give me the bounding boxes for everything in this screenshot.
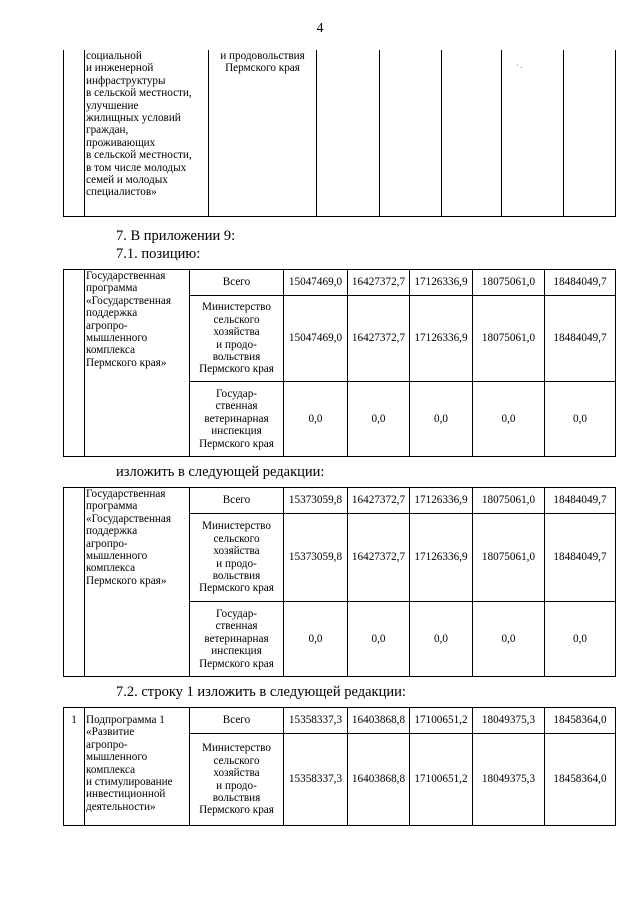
value-cell: 18075061,0 xyxy=(473,270,545,296)
executor-cell: Министерство сельского хозяйства и продо- вольствия Пермского края xyxy=(190,514,284,602)
page-number: 4 xyxy=(316,21,324,36)
stray-mark: · . xyxy=(516,61,523,70)
value-cell: 0,0 xyxy=(410,602,473,677)
paragraph-7-1: 7.1. позицию: xyxy=(116,246,201,262)
value-cell: 17126336,9 xyxy=(410,296,473,382)
value-cell: 0,0 xyxy=(473,602,545,677)
value-cell xyxy=(564,50,616,216)
value-cell: 15373059,8 xyxy=(284,488,348,514)
value-cell: 0,0 xyxy=(545,382,616,457)
value-cell: 18458364,0 xyxy=(545,734,616,826)
value-cell xyxy=(317,50,380,216)
executor-cell: Министерство сельского хозяйства и продо- вольствия Пермского края xyxy=(190,734,284,826)
value-cell: 16427372,7 xyxy=(348,488,410,514)
program-name-cell: Подпрограмма 1 «Развитие агропро- мышленного комплекса и стимулирование инвестиционной деятельности» xyxy=(85,708,190,826)
value-cell: 16427372,7 xyxy=(348,296,410,382)
table-old-position xyxy=(63,269,616,457)
executor-cell: Министерство сельского хозяйства и продо- вольствия Пермского края xyxy=(190,296,284,382)
value-cell: 16427372,7 xyxy=(348,270,410,296)
value-cell: 0,0 xyxy=(545,602,616,677)
executor-cell: Всего xyxy=(190,270,284,296)
table-new-position xyxy=(63,487,616,677)
row-number-cell: 1 xyxy=(64,708,85,826)
executor-cell: Государ- ственная ветеринарная инспекция Пермского края xyxy=(190,602,284,677)
value-cell: 15358337,3 xyxy=(284,708,348,734)
value-cell: 18075061,0 xyxy=(473,514,545,602)
value-cell xyxy=(502,50,564,216)
program-name-cell: Государственная программа «Государственная поддержка агропро- мышленного комплекса Пермского края» xyxy=(85,488,190,677)
value-cell: 0,0 xyxy=(348,602,410,677)
value-cell: 18458364,0 xyxy=(545,708,616,734)
value-cell: 16427372,7 xyxy=(348,514,410,602)
executor-cell: и продовольствия Пермского края xyxy=(209,50,317,216)
value-cell: 15047469,0 xyxy=(284,270,348,296)
value-cell xyxy=(442,50,502,216)
value-cell: 18075061,0 xyxy=(473,296,545,382)
executor-cell: Всего xyxy=(190,708,284,734)
value-cell: 15373059,8 xyxy=(284,514,348,602)
value-cell: 15358337,3 xyxy=(284,734,348,826)
value-cell: 18484049,7 xyxy=(545,488,616,514)
value-cell: 18484049,7 xyxy=(545,270,616,296)
value-cell: 17100651,2 xyxy=(410,734,473,826)
table-continuation xyxy=(63,50,616,217)
paragraph-new-edition: изложить в следующей редакции: xyxy=(116,464,325,480)
value-cell: 18484049,7 xyxy=(545,514,616,602)
value-cell: 0,0 xyxy=(284,602,348,677)
value-cell: 0,0 xyxy=(284,382,348,457)
program-name-cell: Государственная программа «Государственная поддержка агропро- мышленного комплекса Пермского края» xyxy=(85,270,190,457)
value-cell: 17100651,2 xyxy=(410,708,473,734)
value-cell: 0,0 xyxy=(473,382,545,457)
value-cell: 18075061,0 xyxy=(473,488,545,514)
executor-cell: Всего xyxy=(190,488,284,514)
value-cell: 17126336,9 xyxy=(410,270,473,296)
value-cell: 0,0 xyxy=(348,382,410,457)
value-cell: 18484049,7 xyxy=(545,296,616,382)
paragraph-7: 7. В приложении 9: xyxy=(116,228,236,244)
paragraph-7-2: 7.2. строку 1 изложить в следующей редакции: xyxy=(116,684,406,700)
value-cell: 16403868,8 xyxy=(348,734,410,826)
row-number-cell xyxy=(64,270,85,457)
program-text-cell: социальной и инженерной инфраструктуры в сельской местности, улучшение жилищных условий граждан, проживающих в сельской местности, в том числе молодых семей и молодых специалистов» xyxy=(85,50,209,216)
value-cell: 17126336,9 xyxy=(410,488,473,514)
row-number-cell xyxy=(64,50,85,216)
value-cell: 0,0 xyxy=(410,382,473,457)
value-cell: 17126336,9 xyxy=(410,514,473,602)
value-cell xyxy=(380,50,442,216)
executor-cell: Государ- ственная ветеринарная инспекция Пермского края xyxy=(190,382,284,457)
row-number-cell xyxy=(64,488,85,677)
value-cell: 18049375,3 xyxy=(473,708,545,734)
value-cell: 15047469,0 xyxy=(284,296,348,382)
value-cell: 16403868,8 xyxy=(348,708,410,734)
value-cell: 18049375,3 xyxy=(473,734,545,826)
table-row-1 xyxy=(63,707,616,826)
